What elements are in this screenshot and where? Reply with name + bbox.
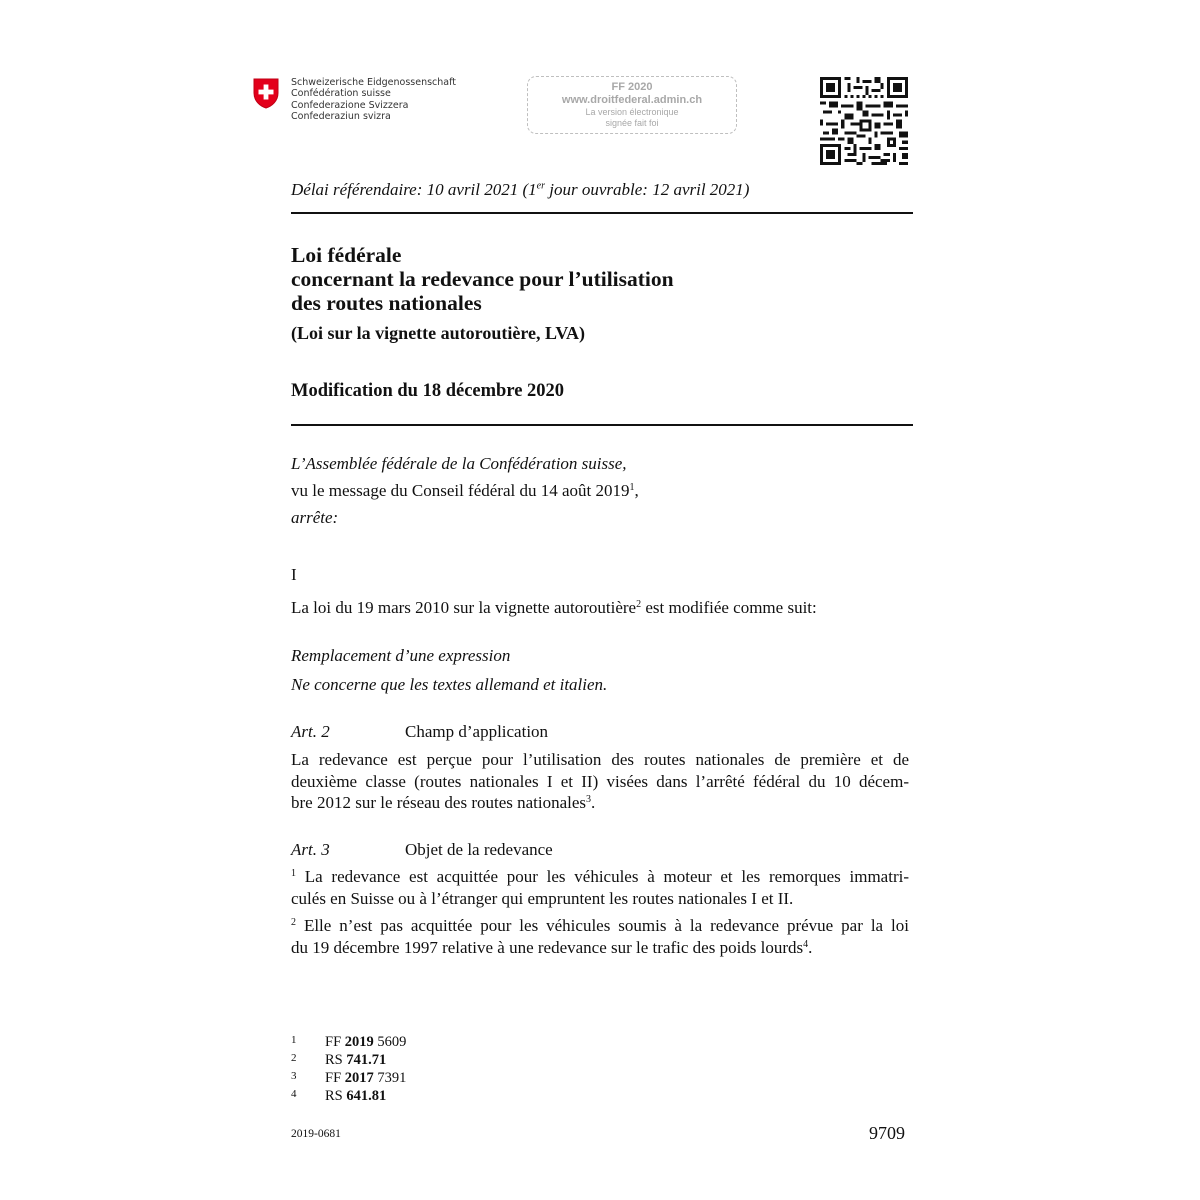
- preamble-message-text: vu le message du Conseil fédéral du 14 août 2019: [291, 481, 630, 500]
- article-3-p2-text: Elle n’est pas acquittée pour les véhicules soumis à la redevance prévue par la loi: [296, 916, 909, 935]
- footnote-number: 3: [291, 1070, 297, 1082]
- law-title-line2: concernant la redevance pour l’utilisation: [291, 267, 674, 291]
- stamp-note-line2: signée fait foi: [605, 118, 659, 128]
- paragraph-number-2: 2: [291, 917, 296, 928]
- footnote-item: [291, 1050, 406, 1068]
- official-publication-stamp: [527, 76, 737, 134]
- stamp-publication: FF 2020: [611, 81, 653, 93]
- footnote-ref-bold: 2017: [344, 1070, 374, 1086]
- referendum-deadline-text-end: jour ouvrable: 12 avril 2021): [545, 180, 750, 199]
- article-3-p2-text-end: du 19 décembre 1997 relative à une redevance sur le trafic des poids lourds: [291, 937, 804, 957]
- footnote-item: [291, 1068, 406, 1086]
- footnote-ref-bold: 641.81: [346, 1088, 387, 1104]
- article-3-paragraph-2: [291, 915, 909, 958]
- article-3-p1-line: [291, 866, 909, 888]
- paragraph-number-1: 1: [291, 868, 296, 879]
- referendum-deadline: [291, 180, 749, 200]
- divider-middle: [291, 424, 913, 426]
- article-3-p2-end: .: [808, 937, 813, 957]
- footnote-number: 2: [291, 1052, 297, 1064]
- confederation-name-block: [291, 77, 456, 122]
- document-id: 2019-0681: [291, 1128, 341, 1140]
- footnote-suffix: 5609: [373, 1034, 407, 1050]
- article-2-line: deuxième classe (routes nationales I et II) visées dans l’arrêté fédéral du 10 décem-: [291, 771, 909, 791]
- intro-text-end: est modifiée comme suit:: [641, 598, 817, 617]
- article-2-number: Art. 2: [291, 722, 330, 741]
- footnote-number: 4: [291, 1088, 297, 1100]
- article-3-title: Objet de la redevance: [405, 840, 553, 859]
- article-2-title: Champ d’application: [405, 722, 549, 741]
- article-3-p1-text: La redevance est acquittée pour les véhicules à moteur et les remorques immatri-: [296, 867, 909, 886]
- article-3-p1-line: culés en Suisse ou à l’étranger qui empruntent les routes nationales I et II.: [291, 888, 794, 908]
- footnote-suffix: 7391: [373, 1070, 407, 1086]
- confederation-name-de: Schweizerische Eidgenossenschaft: [291, 77, 457, 88]
- intro-text: La loi du 19 mars 2010 sur la vignette autoroutière: [291, 598, 637, 617]
- law-subtitle: (Loi sur la vignette autoroutière, LVA): [291, 323, 586, 343]
- confederation-name-it: Confederazione Svizzera: [291, 99, 409, 111]
- intro-paragraph: [291, 598, 817, 618]
- article-3-paragraph-1: [291, 866, 909, 909]
- article-3-p2-line: [291, 915, 909, 937]
- law-title-line1: Loi fédérale: [291, 243, 402, 267]
- article-2-line: La redevance est perçue pour l’utilisation des routes nationales de première et de: [291, 750, 909, 769]
- footnote-prefix: FF: [325, 1070, 345, 1086]
- stamp-note-line1: La version électronique: [585, 107, 679, 117]
- footnote-ref-bold: 741.71: [346, 1052, 387, 1068]
- footnote-number: 1: [291, 1034, 297, 1046]
- footnote-ref-bold: 2019: [344, 1034, 374, 1050]
- preamble-authority: L’Assemblée fédérale de la Confédération suisse,: [291, 454, 627, 473]
- footnote-prefix: RS: [325, 1088, 347, 1104]
- law-title: [291, 243, 674, 315]
- preamble-message: [291, 481, 639, 501]
- referendum-deadline-text: Délai référendaire: 10 avril 2021 (1: [291, 180, 537, 199]
- qr-code-icon: [820, 77, 908, 165]
- page-number: 9709: [869, 1123, 905, 1143]
- article-3-p2-line-last: [291, 937, 909, 959]
- law-title-line3: des routes nationales: [291, 291, 482, 315]
- article-3-number: Art. 3: [291, 840, 330, 859]
- footnote-ref-3[interactable]: 3: [586, 794, 592, 805]
- referendum-deadline-sup: er: [536, 180, 546, 192]
- article-2-text: [291, 749, 909, 814]
- replacement-heading: Remplacement d’une expression: [291, 646, 511, 665]
- footnote-ref-1[interactable]: 1: [629, 482, 635, 493]
- section-number: I: [291, 565, 297, 584]
- confederation-name-fr: Confédération suisse: [291, 88, 391, 100]
- confederation-name-rm: Confederaziun svizra: [291, 110, 391, 122]
- footnotes: [291, 1032, 406, 1104]
- replacement-note: Ne concerne que les textes allemand et italien.: [291, 675, 608, 694]
- preamble-message-end: ,: [634, 481, 639, 500]
- modification-date: Modification du 18 décembre 2020: [291, 381, 565, 401]
- article-2-line-text: bre 2012 sur le réseau des routes nationales: [291, 793, 587, 812]
- preamble-decree: arrête:: [291, 508, 339, 527]
- footnote-ref-4[interactable]: 4: [803, 938, 809, 950]
- footnote-prefix: FF: [325, 1034, 345, 1050]
- footnote-ref-2[interactable]: 2: [636, 599, 642, 610]
- divider-top: [291, 212, 913, 214]
- swiss-coat-of-arms-icon: [253, 78, 279, 109]
- article-2-end: .: [591, 793, 596, 812]
- footnote-prefix: RS: [325, 1052, 347, 1068]
- stamp-website: www.droitfederal.admin.ch: [561, 94, 703, 106]
- article-2-line-last: [291, 792, 909, 814]
- footnote-item: [291, 1086, 406, 1104]
- footnote-item: [291, 1032, 406, 1050]
